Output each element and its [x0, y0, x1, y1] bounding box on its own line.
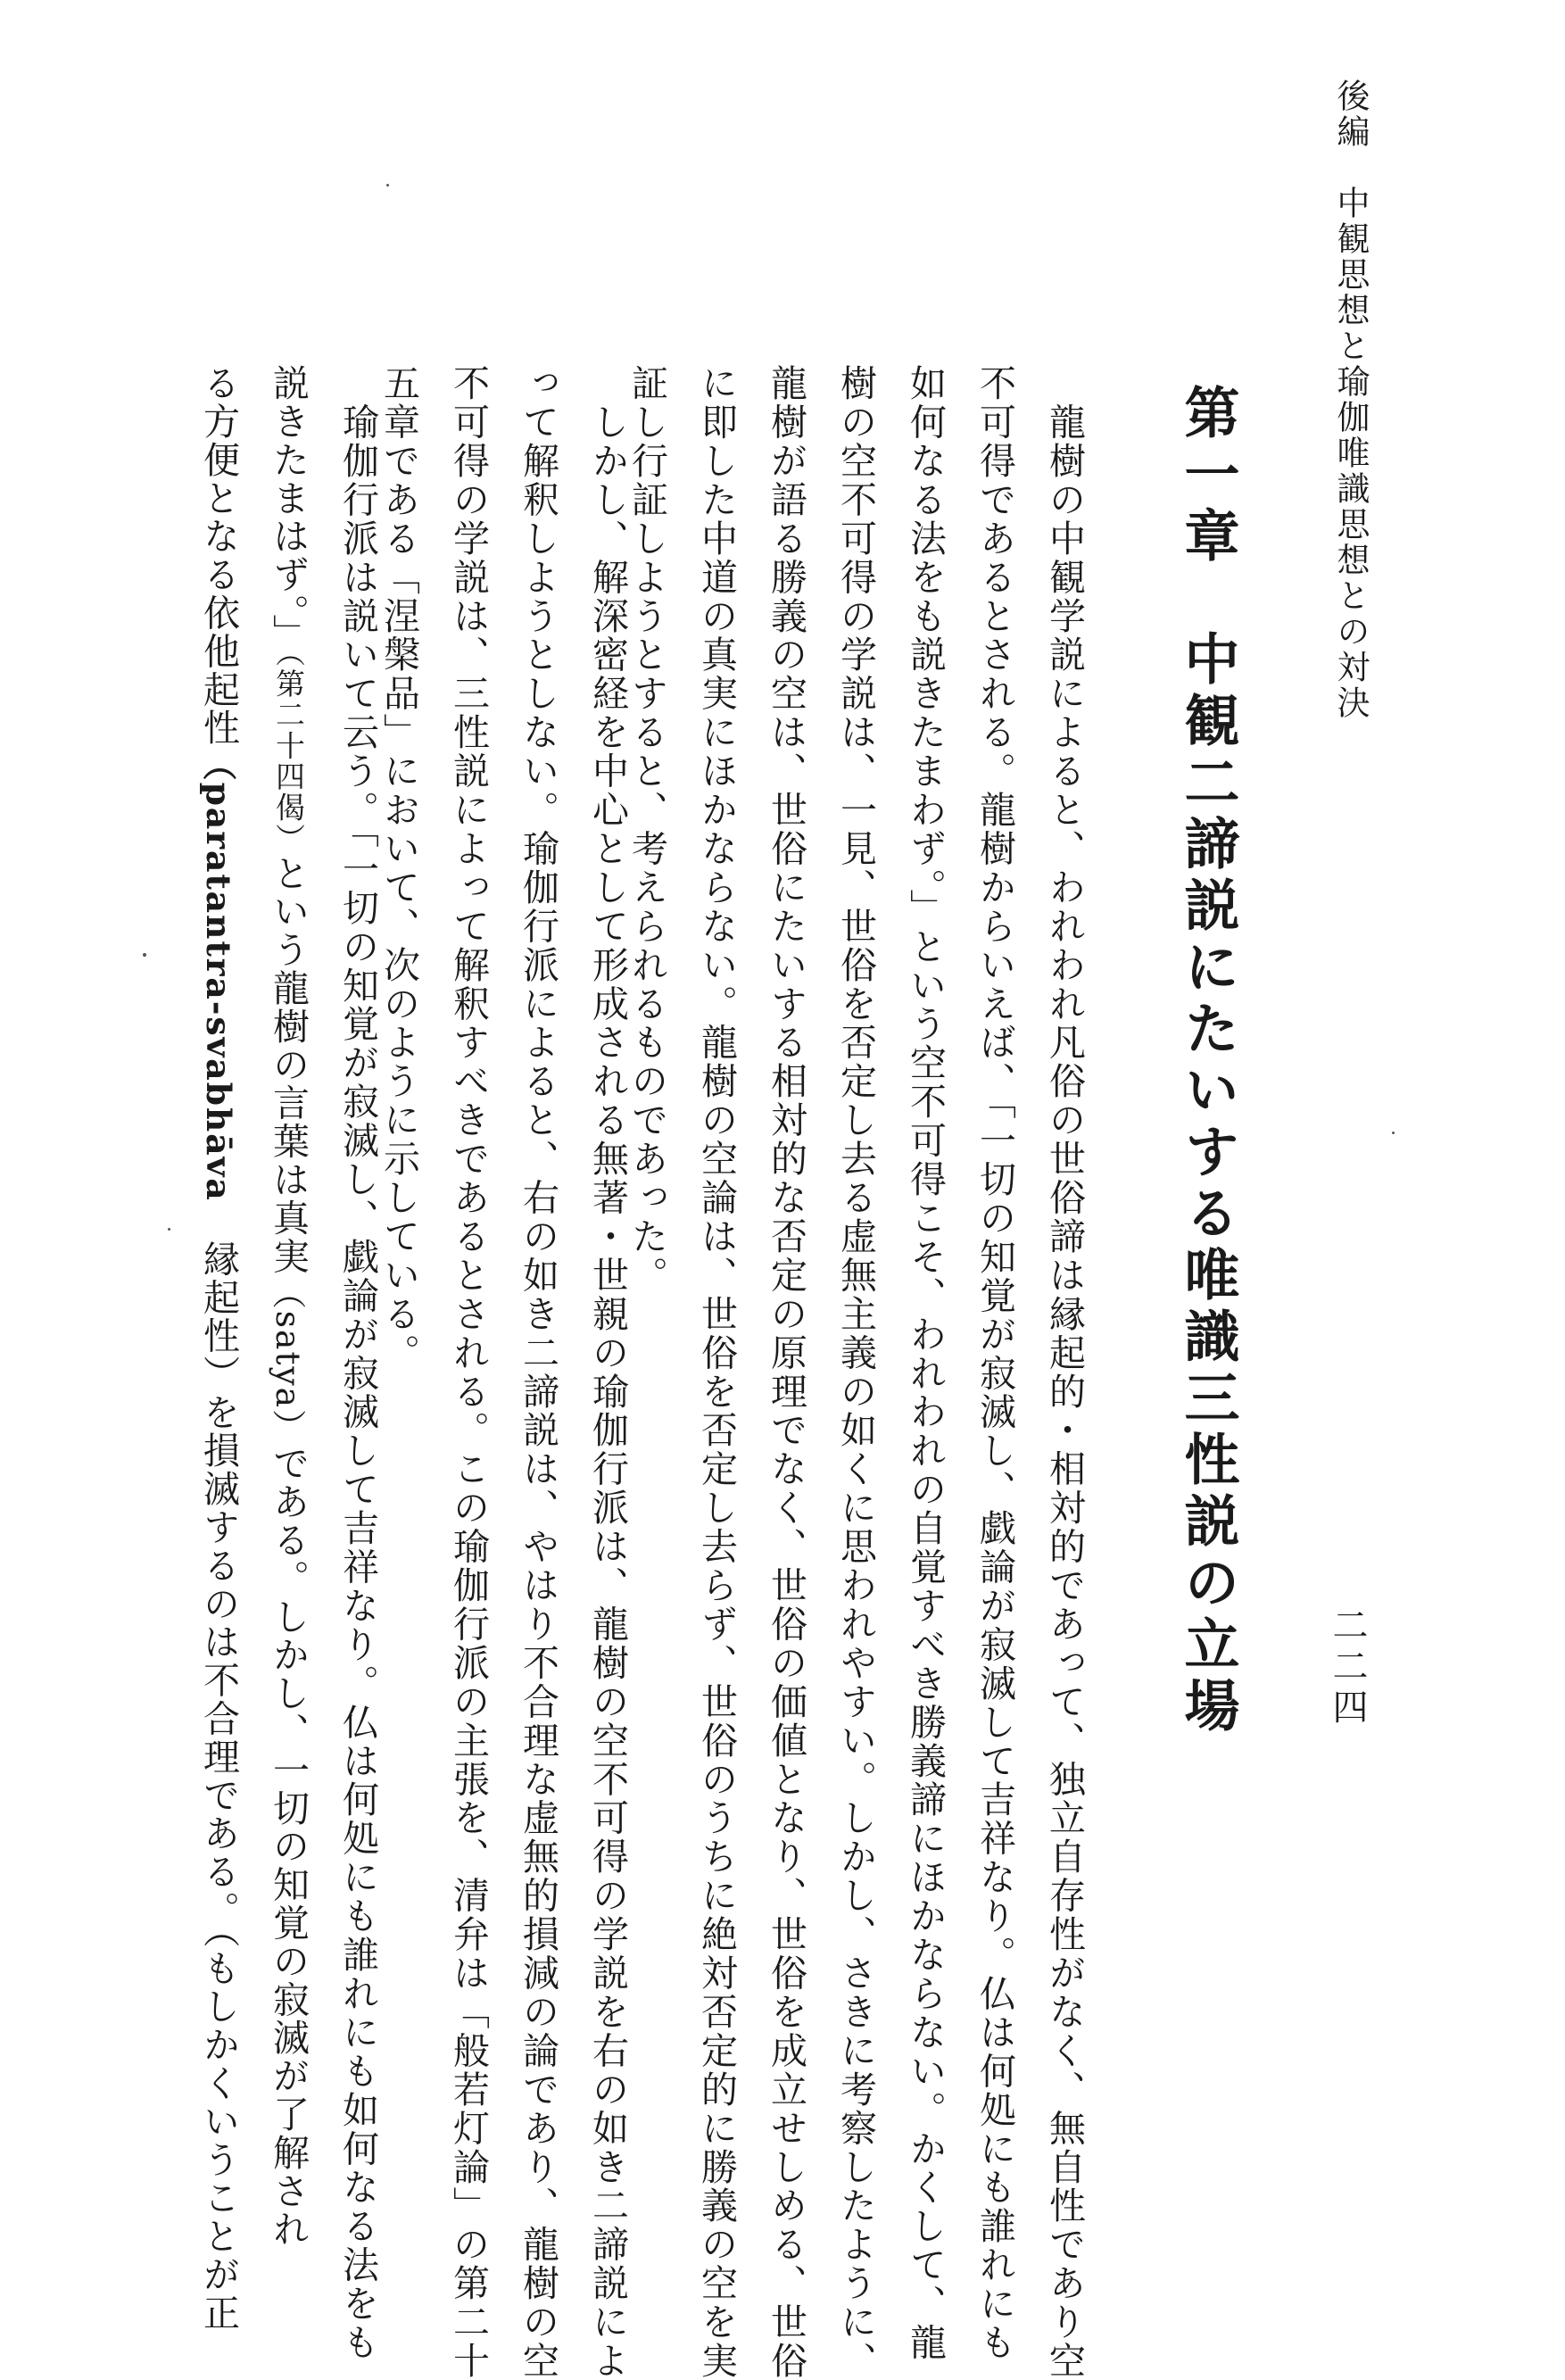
body-text: 縁起性）を損滅するのは不合理である。（もしかくいうことが正 [197, 1201, 240, 2333]
sanskrit-term: （paratantra-svabhāva [199, 747, 238, 1202]
body-text: 如何なる法をも説きたまわず。」という空不可得こそ、われわれの自覚すべき勝義諦にほかならない。かくして、龍 [904, 364, 947, 2362]
body-line [336, 364, 379, 2362]
body-text: 説きたまはず。」 [267, 364, 310, 652]
body-text: る方便となる依他起性 [197, 364, 240, 747]
sanskrit-term: （satya） [269, 1275, 308, 1445]
body-line [904, 364, 947, 2362]
page-number: 二二四 [1327, 1606, 1368, 1729]
body-text: である。しかし、一切の知覚の寂滅が了解され [267, 1444, 310, 2249]
body-line [765, 364, 807, 2380]
body-line [834, 364, 877, 2380]
body-line [973, 364, 1016, 2362]
body-line [695, 364, 738, 2380]
body-text: って解釈しようとしない。瑜伽行派によると、右の如き二諦説は、やはり不合理な虚無的損減の論であり、龍樹の空 [517, 364, 559, 2380]
body-text: 龍樹の中観学説によると、われわれ凡俗の世俗諦は縁起的・相対的であって、独立自存性がなく、無自性であり空 [1043, 364, 1086, 2380]
body-line [267, 364, 310, 2249]
body-text: に即した中道の真実にほかならない。龍樹の空論は、世俗を否定し去らず、世俗のうちに絶対否定的に勝義の空を実 [695, 364, 738, 2380]
body-text: 龍樹が語る勝義の空は、世俗にたいする相対的な否定の原理でなく、世俗の価値となり、世俗を成立せしめる、世俗 [765, 364, 807, 2380]
body-text: 不可得の学説は、三性説によって解釈すべきであるとされる。この瑜伽行派の主張を、清弁は「般若灯論」の第二十 [447, 364, 490, 2380]
body-line [586, 364, 629, 2380]
body-text: 樹の空不可得の学説は、一見、世俗を否定し去る虚無主義の如くに思われやすい。しかし、さきに考察したように、 [834, 364, 877, 2380]
scan-speck [168, 1228, 170, 1231]
scan-speck [386, 184, 389, 187]
chapter-title: 第一章 中観二諦説にたいする唯識三性説の立場 [1175, 384, 1240, 1738]
body-line [377, 364, 420, 1372]
body-line [197, 364, 240, 2333]
body-text: しかし、解深密経を中心として形成される無著・世親の瑜伽行派は、龍樹の空不可得の学説を右の如き二諦説によ [586, 364, 629, 2380]
body-text: 瑜伽行派は説いて云う。「一切の知覚が寂滅し、戯論が寂滅して吉祥なり。仏は何処にも誰れにも如何なる法をも [336, 364, 379, 2362]
body-line [625, 364, 668, 1295]
verse-reference: （第二十四偈） [271, 651, 305, 855]
body-text: という龍樹の言葉は真実 [267, 854, 310, 1276]
body-text: 不可得であるとされる。龍樹からいえば、「一切の知覚が寂滅し、戯論が寂滅して吉祥なり。仏は何処にも誰れにも [973, 364, 1016, 2362]
body-text: 証し行証しようとすると、考えられるものであった。 [625, 364, 668, 1295]
body-line [1043, 364, 1086, 2380]
scan-speck [1392, 1132, 1395, 1134]
body-line [447, 364, 490, 2380]
running-head: 後編 中観思想と瑜伽唯識思想との対決 [1331, 79, 1370, 721]
body-text: 五章である「涅槃品」において、次のように示している。 [377, 364, 420, 1372]
body-line [517, 364, 559, 2380]
scan-speck [143, 953, 146, 957]
